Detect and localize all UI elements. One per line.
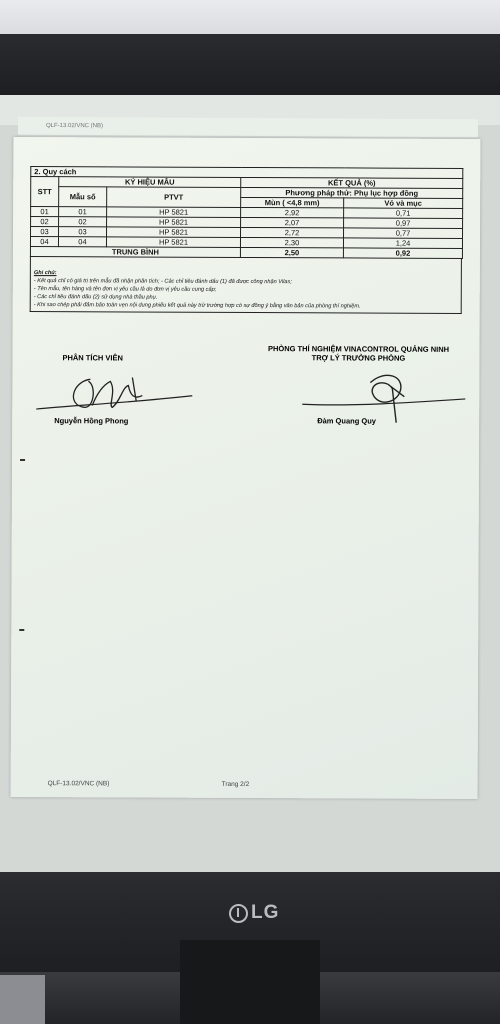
lab-name: PHÒNG THÍ NGHIỆM VINACONTROL QUẢNG NINH [267, 344, 450, 354]
document-page[interactable] [11, 137, 481, 799]
header-vo-va-muc: Vỏ và mục [344, 198, 463, 209]
cell-vo-va-muc: 0,97 [344, 218, 463, 229]
footer-code: QLF-13.02/VNC (NB) [47, 780, 110, 788]
cell-stt: 03 [31, 227, 59, 237]
cell-mau-so: 01 [59, 207, 107, 217]
note-line: - Khi sao chép phải đảm bảo toàn vẹn nội dung phiếu kết quả này trừ trường hợp có sự đồng ý bằng văn bản của phòng thí nghiệm. [33, 302, 361, 310]
manager-signature [300, 362, 470, 438]
monitor-brand-logo [229, 902, 279, 924]
analyst-title: PHÂN TÍCH VIÊN [62, 353, 123, 363]
manager-name: Đàm Quang Quy [317, 416, 376, 426]
notes-box [30, 266, 462, 314]
previous-page-edge [18, 117, 478, 137]
document-content [30, 166, 463, 314]
header-ky-hieu-mau: KÝ HIỆU MẪU [59, 177, 241, 188]
section-title: 2. Quy cách [31, 167, 463, 179]
cell-vo-va-muc: 0,77 [344, 228, 463, 239]
average-mun: 2,50 [240, 247, 343, 257]
cell-mun: 2,72 [241, 227, 344, 237]
cell-mau-so: 02 [59, 217, 107, 227]
cell-vo-va-muc: 1,24 [343, 238, 462, 249]
analyst-signature [32, 365, 202, 421]
lg-logo-icon [229, 904, 248, 923]
lab-role: TRỢ LÝ TRƯỞNG PHÒNG [311, 353, 406, 363]
cell-mun: 2,92 [241, 207, 344, 217]
cell-ptvt: HP 5821 [107, 217, 241, 228]
lab-signature-title [240, 344, 476, 363]
monitor-top-bezel [0, 34, 500, 98]
brand-text: LG [251, 902, 280, 923]
cell-stt: 04 [30, 237, 58, 247]
cell-ptvt: HP 5821 [107, 207, 241, 218]
header-ket-qua: KẾT QUẢ (%) [241, 177, 463, 188]
header-ptvt: PTVT [107, 187, 241, 208]
cell-mau-so: 03 [59, 227, 107, 237]
analyst-name: Nguyễn Hồng Phong [54, 416, 129, 426]
previous-page-code: QLF-13.02/VNC (NB) [45, 122, 104, 130]
desk-surface-highlight [0, 975, 45, 1024]
notes-title: Ghi chú: [33, 270, 57, 277]
footer-page-number: Trang 2/2 [221, 780, 250, 789]
header-stt: STT [31, 177, 59, 207]
header-method: Phương pháp thử: Phụ lục hợp đồng [241, 187, 463, 198]
cell-mun: 2,30 [240, 237, 343, 247]
average-label: TRUNG BÌNH [30, 247, 240, 258]
header-mun: Mùn ( <4,8 mm) [241, 197, 344, 207]
results-table [30, 166, 463, 259]
monitor-stand [180, 940, 320, 1024]
cell-ptvt: HP 5821 [107, 227, 241, 238]
cell-vo-va-muc: 0,71 [344, 208, 463, 219]
header-mau-so: Mẫu số [59, 187, 107, 207]
margin-mark [19, 629, 24, 631]
cell-ptvt: HP 5821 [106, 237, 240, 248]
note-line: - Tên mẫu, tên hàng và tên đơn vị yêu cầu là do đơn vị yêu cầu cung cấp; [33, 286, 217, 293]
cell-mau-so: 04 [58, 237, 106, 247]
cell-stt: 01 [31, 207, 59, 217]
average-vo-va-muc: 0,92 [343, 248, 462, 259]
margin-mark [20, 459, 25, 461]
cell-stt: 02 [31, 217, 59, 227]
note-line: - Các chỉ tiêu đánh dấu (2) sử dụng nhà thầu phụ. [33, 294, 158, 301]
cell-mun: 2,07 [241, 217, 344, 227]
note-line: - Kết quả chỉ có giá trị trên mẫu đã nhận phân tích; - Các chỉ tiêu đánh dấu (1) đã được công nhận Vilas; [33, 278, 292, 286]
